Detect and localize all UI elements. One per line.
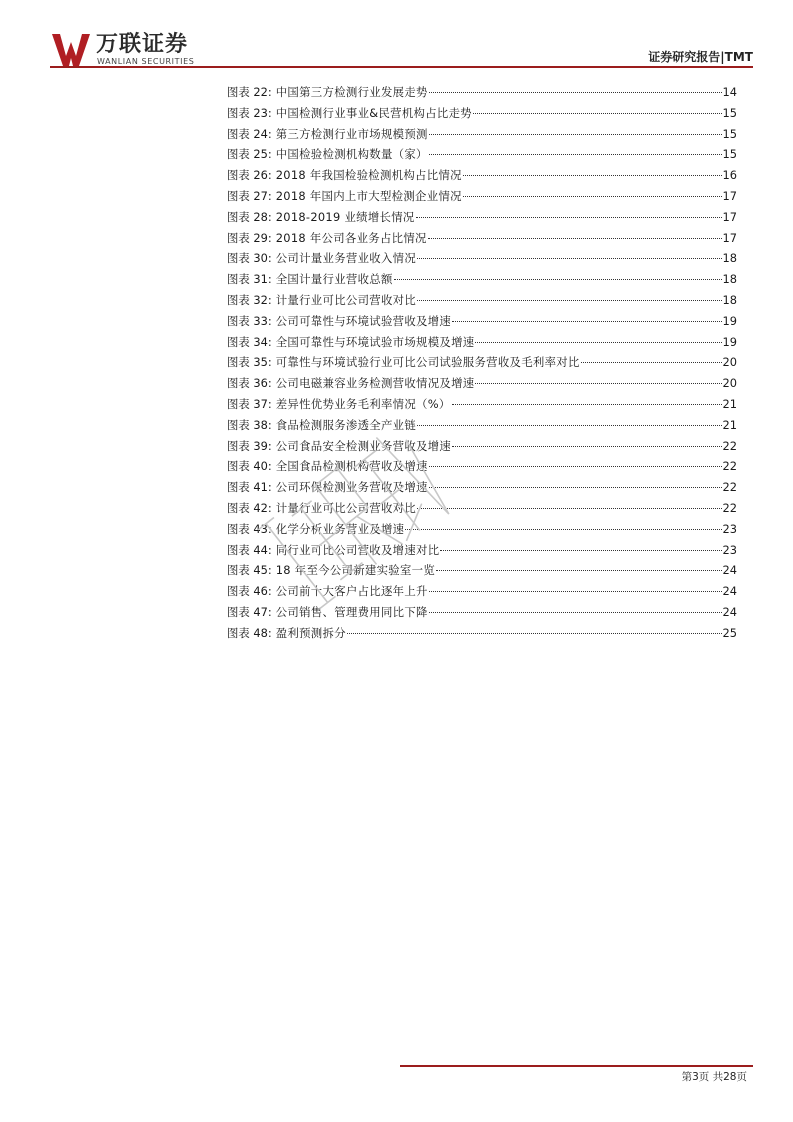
toc-entry-page: 15 bbox=[722, 147, 737, 162]
toc-entry[interactable] bbox=[227, 124, 737, 145]
toc-dot-leader bbox=[417, 425, 721, 426]
toc-entry[interactable] bbox=[227, 436, 737, 457]
toc-entry[interactable] bbox=[227, 373, 737, 394]
toc-entry-label: 图表 47: bbox=[227, 604, 272, 619]
toc-entry-label: 图表 44: bbox=[227, 542, 272, 557]
toc-entry-page: 20 bbox=[722, 355, 737, 370]
toc-dot-leader bbox=[429, 487, 722, 488]
toc-entry[interactable] bbox=[227, 103, 737, 124]
toc-dot-leader bbox=[581, 362, 722, 363]
toc-dot-leader bbox=[417, 508, 721, 509]
toc-entry-title: 2018 年我国检验检测机构占比情况 bbox=[275, 168, 462, 183]
toc-entry-page: 23 bbox=[722, 521, 737, 536]
toc-entry-title: 2018 年公司各业务占比情况 bbox=[275, 230, 427, 245]
toc-entry-label: 图表 45: bbox=[227, 563, 272, 578]
toc-entry[interactable] bbox=[227, 228, 737, 249]
toc-entry-label: 图表 34: bbox=[227, 334, 272, 349]
toc-entry-title: 计量行业可比公司营收对比 bbox=[275, 500, 417, 515]
toc-entry-label: 图表 46: bbox=[227, 584, 272, 599]
toc-entry-label: 图表 27: bbox=[227, 188, 272, 203]
toc-dot-leader bbox=[463, 175, 722, 176]
toc-entry[interactable] bbox=[227, 352, 737, 373]
toc-entry[interactable] bbox=[227, 498, 737, 519]
toc-entry-page: 22 bbox=[722, 459, 737, 474]
toc-entry-page: 24 bbox=[722, 604, 737, 619]
toc-entry[interactable] bbox=[227, 415, 737, 436]
toc-dot-leader bbox=[417, 258, 721, 259]
toc-entry-label: 图表 30: bbox=[227, 251, 272, 266]
toc-dot-leader bbox=[405, 529, 721, 530]
toc-entry-title: 全国食品检测机构营收及增速 bbox=[275, 459, 428, 474]
toc-dot-leader bbox=[440, 550, 721, 551]
toc-entry-label: 图表 42: bbox=[227, 500, 272, 515]
toc-entry-page: 21 bbox=[722, 417, 737, 432]
toc-dot-leader bbox=[452, 446, 721, 447]
header-divider bbox=[50, 66, 753, 68]
toc-entry-title: 全国计量行业营收总额 bbox=[275, 272, 393, 287]
wanlian-logo-icon bbox=[50, 32, 92, 68]
toc-entry-page: 20 bbox=[722, 376, 737, 391]
toc-dot-leader bbox=[475, 342, 721, 343]
toc-entry-page: 18 bbox=[722, 292, 737, 307]
toc-entry-page: 17 bbox=[722, 188, 737, 203]
toc-entry-label: 图表 38: bbox=[227, 417, 272, 432]
toc-entry-page: 21 bbox=[722, 396, 737, 411]
toc-entry-title: 中国检测行业事业&民营机构占比走势 bbox=[275, 105, 472, 120]
toc-entry-label: 图表 33: bbox=[227, 313, 272, 328]
toc-entry-page: 19 bbox=[722, 334, 737, 349]
toc-dot-leader bbox=[436, 570, 721, 571]
toc-entry[interactable] bbox=[227, 456, 737, 477]
toc-entry[interactable] bbox=[227, 165, 737, 186]
toc-dot-leader bbox=[429, 154, 722, 155]
toc-entry-title: 化学分析业务营业及增速 bbox=[275, 521, 405, 536]
toc-entry-label: 图表 26: bbox=[227, 168, 272, 183]
toc-entry-label: 图表 37: bbox=[227, 396, 272, 411]
toc-entry-page: 25 bbox=[722, 625, 737, 640]
toc-entry[interactable] bbox=[227, 623, 737, 644]
toc-entry[interactable] bbox=[227, 144, 737, 165]
toc-dot-leader bbox=[416, 217, 722, 218]
toc-entry-title: 公司可靠性与环境试验营收及增速 bbox=[275, 313, 452, 328]
toc-dot-leader bbox=[429, 612, 722, 613]
toc-entry-title: 可靠性与环境试验行业可比公司试验服务营收及毛利率对比 bbox=[275, 355, 580, 370]
toc-entry-page: 14 bbox=[722, 85, 737, 99]
toc-dot-leader bbox=[475, 383, 721, 384]
logo-english-name: WANLIAN SECURITIES bbox=[97, 57, 195, 66]
toc-entry-page: 18 bbox=[722, 272, 737, 287]
toc-entry-label: 图表 31: bbox=[227, 272, 272, 287]
toc-entry[interactable] bbox=[227, 248, 737, 269]
toc-entry-title: 全国可靠性与环境试验市场规模及增速 bbox=[275, 334, 475, 349]
toc-entry-page: 19 bbox=[722, 313, 737, 328]
toc-dot-leader bbox=[347, 633, 722, 634]
toc-entry[interactable] bbox=[227, 311, 737, 332]
toc-entry-label: 图表 35: bbox=[227, 355, 272, 370]
toc-entry-label: 图表 24: bbox=[227, 126, 272, 141]
toc-entry[interactable] bbox=[227, 269, 737, 290]
toc-entry-title: 18 年至今公司新建实验室一览 bbox=[275, 563, 436, 578]
logo-chinese-name: 万联证券 bbox=[96, 32, 189, 57]
toc-dot-leader bbox=[429, 591, 722, 592]
toc-dot-leader bbox=[473, 113, 722, 114]
toc-entry-page: 17 bbox=[722, 209, 737, 224]
company-logo bbox=[50, 30, 260, 68]
toc-entry-page: 16 bbox=[722, 168, 737, 183]
toc-entry[interactable] bbox=[227, 207, 737, 228]
page-header bbox=[0, 0, 793, 70]
toc-dot-leader bbox=[429, 92, 722, 93]
toc-entry-label: 图表 48: bbox=[227, 625, 272, 640]
toc-entry[interactable] bbox=[227, 290, 737, 311]
toc-entry-page: 22 bbox=[722, 438, 737, 453]
report-type-label: 证券研究报告|TMT bbox=[648, 50, 753, 64]
toc-entry-title: 公司销售、管理费用同比下降 bbox=[275, 604, 428, 619]
toc-entry-label: 图表 41: bbox=[227, 480, 272, 495]
toc-entry-title: 差异性优势业务毛利率情况（%） bbox=[275, 396, 451, 411]
toc-entry-title: 公司计量业务营业收入情况 bbox=[275, 251, 417, 266]
toc-entry[interactable] bbox=[227, 394, 737, 415]
toc-entry-page: 23 bbox=[722, 542, 737, 557]
toc-entry[interactable] bbox=[227, 581, 737, 602]
toc-entry-label: 图表 29: bbox=[227, 230, 272, 245]
toc-dot-leader bbox=[417, 300, 721, 301]
toc-entry-label: 图表 23: bbox=[227, 105, 272, 120]
toc-entry-title: 2018 年国内上市大型检测企业情况 bbox=[275, 188, 462, 203]
toc-entry-label: 图表 25: bbox=[227, 147, 272, 162]
toc-entry-page: 22 bbox=[722, 480, 737, 495]
toc-entry-label: 图表 43: bbox=[227, 521, 272, 536]
toc-dot-leader bbox=[452, 404, 722, 405]
toc-entry-page: 24 bbox=[722, 584, 737, 599]
toc-entry[interactable] bbox=[227, 82, 737, 103]
toc-dot-leader bbox=[429, 134, 722, 135]
toc-entry-title: 第三方检测行业市场规模预测 bbox=[275, 126, 428, 141]
figure-index-list bbox=[227, 82, 737, 644]
toc-entry-title: 公司食品安全检测业务营收及增速 bbox=[275, 438, 452, 453]
toc-entry-label: 图表 28: bbox=[227, 209, 272, 224]
toc-entry[interactable] bbox=[227, 332, 737, 353]
toc-entry-title: 公司环保检测业务营收及增速 bbox=[275, 480, 428, 495]
toc-dot-leader bbox=[452, 321, 721, 322]
toc-entry-label: 图表 22: bbox=[227, 85, 272, 99]
page-number: 第3页 共28页 bbox=[681, 1071, 747, 1083]
toc-entry-page: 18 bbox=[722, 251, 737, 266]
toc-dot-leader bbox=[429, 466, 722, 467]
toc-entry-page: 22 bbox=[722, 500, 737, 515]
toc-dot-leader bbox=[428, 238, 722, 239]
toc-entry-title: 盈利预测拆分 bbox=[275, 625, 346, 640]
toc-entry[interactable] bbox=[227, 560, 737, 581]
toc-entry-title: 同行业可比公司营收及增速对比 bbox=[275, 542, 440, 557]
toc-dot-leader bbox=[463, 196, 722, 197]
toc-entry-label: 图表 32: bbox=[227, 292, 272, 307]
toc-entry-title: 中国第三方检测行业发展走势 bbox=[275, 85, 428, 99]
toc-entry-title: 公司电磁兼容业务检测营收情况及增速 bbox=[275, 376, 475, 391]
toc-entry-title: 食品检测服务渗透全产业链 bbox=[275, 417, 417, 432]
toc-entry[interactable] bbox=[227, 186, 737, 207]
toc-entry-page: 15 bbox=[722, 126, 737, 141]
toc-entry[interactable] bbox=[227, 540, 737, 561]
toc-entry[interactable] bbox=[227, 602, 737, 623]
toc-entry-label: 图表 36: bbox=[227, 376, 272, 391]
toc-entry-title: 2018-2019 业绩增长情况 bbox=[275, 209, 415, 224]
toc-entry-title: 中国检验检测机构数量（家） bbox=[275, 147, 428, 162]
toc-entry-label: 图表 40: bbox=[227, 459, 272, 474]
toc-entry-page: 15 bbox=[722, 105, 737, 120]
toc-entry-label: 图表 39: bbox=[227, 438, 272, 453]
toc-entry-title: 公司前十大客户占比逐年上升 bbox=[275, 584, 428, 599]
toc-entry-page: 24 bbox=[722, 563, 737, 578]
toc-entry-title: 计量行业可比公司营收对比 bbox=[275, 292, 417, 307]
toc-dot-leader bbox=[394, 279, 722, 280]
toc-entry[interactable] bbox=[227, 519, 737, 540]
toc-entry[interactable] bbox=[227, 477, 737, 498]
toc-entry-page: 17 bbox=[722, 230, 737, 245]
footer-divider bbox=[400, 1065, 753, 1067]
